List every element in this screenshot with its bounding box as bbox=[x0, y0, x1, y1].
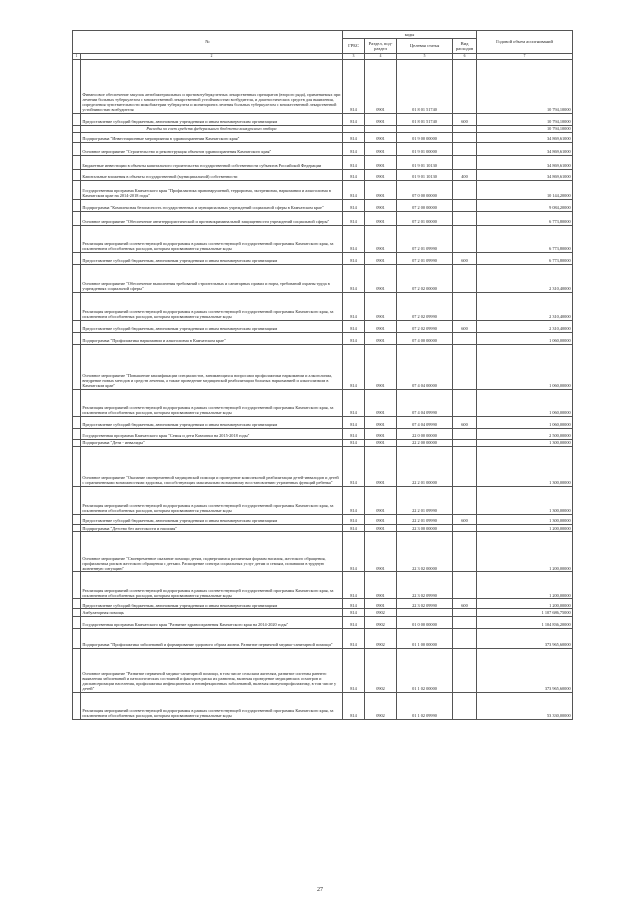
row-amount: 9 084,20000 bbox=[477, 199, 573, 211]
row-grbs: 814 bbox=[343, 648, 365, 692]
row-amount: 2 310,40000 bbox=[477, 292, 573, 320]
row-grbs: 814 bbox=[343, 332, 365, 344]
table-row bbox=[73, 616, 573, 628]
row-amount: 1 200,00000 bbox=[477, 525, 573, 532]
table-row bbox=[73, 264, 573, 292]
row-target-article: 01 9 01 10130 bbox=[397, 155, 453, 169]
header-volume: Годовой объем ассигнований bbox=[477, 31, 573, 54]
row-index-cell bbox=[73, 252, 81, 264]
row-grbs: 814 bbox=[343, 142, 365, 155]
row-target-article: 01 9 00 00000 bbox=[397, 132, 453, 142]
row-amount: 373 965,60000 bbox=[477, 628, 573, 648]
row-expense-type bbox=[453, 525, 477, 532]
row-expense-type bbox=[453, 428, 477, 439]
table-row bbox=[73, 599, 573, 609]
row-grbs: 814 bbox=[343, 616, 365, 628]
row-razdel: 0901 bbox=[365, 169, 397, 180]
row-grbs: 814 bbox=[343, 389, 365, 416]
row-grbs: 814 bbox=[343, 199, 365, 211]
row-amount: 34 869,61000 bbox=[477, 155, 573, 169]
row-razdel bbox=[365, 125, 397, 132]
row-target-article: 07 4 04 00000 bbox=[397, 344, 453, 389]
row-index-cell bbox=[73, 344, 81, 389]
row-description: Основное мероприятие "Обеспечение антитеррористической и противокриминальной защищенности учреждений социальной сферы" bbox=[81, 211, 343, 225]
row-index-cell bbox=[73, 292, 81, 320]
row-grbs: 814 bbox=[343, 609, 365, 616]
column-number-2: 2 bbox=[81, 54, 343, 60]
row-index-cell bbox=[73, 572, 81, 599]
table-row bbox=[73, 113, 573, 125]
row-target-article: 07 2 01 09990 bbox=[397, 225, 453, 252]
row-amount: 1 300,00000 bbox=[477, 515, 573, 525]
table-row bbox=[73, 532, 573, 572]
row-description: Подпрограмма "Детство без жестокости и насилия" bbox=[81, 525, 343, 532]
row-description: Бюджетные инвестиции в объекты капитального строительства государственной собственности субъектов Российской Федерации bbox=[81, 155, 343, 169]
row-target-article: 07 2 02 00000 bbox=[397, 264, 453, 292]
table-row bbox=[73, 487, 573, 515]
row-index-cell bbox=[73, 180, 81, 199]
row-grbs bbox=[343, 125, 365, 132]
row-target-article: 07 2 00 00000 bbox=[397, 199, 453, 211]
row-description: Предоставление субсидий бюджетным, автономным учреждениям и иным некоммерческим организациям bbox=[81, 515, 343, 525]
row-amount: 1 300,00000 bbox=[477, 447, 573, 487]
row-razdel: 0901 bbox=[365, 332, 397, 344]
row-description: Основное мероприятие "Повышение квалификации специалистов, занимающихся вопросами профилактики наркомании и алкоголизма, внедрение новых методов и средств лечения, а также проведение медицинской реабилитации больных наркоманией и алкоголизмом в Камчатском крае" bbox=[81, 344, 343, 389]
row-index-cell bbox=[73, 142, 81, 155]
row-expense-type: 600 bbox=[453, 320, 477, 332]
table-row bbox=[73, 142, 573, 155]
row-index-cell bbox=[73, 692, 81, 719]
header-grbs: ГРБС bbox=[343, 39, 365, 54]
row-target-article: 01 8 01 51740 bbox=[397, 113, 453, 125]
row-razdel: 0901 bbox=[365, 132, 397, 142]
row-amount: 53 330,00000 bbox=[477, 692, 573, 719]
row-amount: 1 300,00000 bbox=[477, 487, 573, 515]
row-target-article: 22 3 02 00000 bbox=[397, 532, 453, 572]
table-row bbox=[73, 169, 573, 180]
row-index-cell bbox=[73, 169, 81, 180]
row-expense-type: 600 bbox=[453, 515, 477, 525]
row-expense-type bbox=[453, 692, 477, 719]
row-grbs: 814 bbox=[343, 113, 365, 125]
row-target-article: 01 1 00 00000 bbox=[397, 628, 453, 648]
row-description: Реализация мероприятий соответствующей подпрограммы в рамках соответствующей государственной программы Камчатского края, за исключением обособленных расходов, которым присваиваются уникальные коды bbox=[81, 572, 343, 599]
table-row bbox=[73, 252, 573, 264]
table-row bbox=[73, 199, 573, 211]
row-grbs: 814 bbox=[343, 439, 365, 446]
row-description: Государственная программа Камчатского края "Развитие здравоохранения Камчатского края на 2014-2020 годы" bbox=[81, 616, 343, 628]
row-index-cell bbox=[73, 428, 81, 439]
row-description: Основное мероприятие "Своевременное оказание помощи детям, подвергшимся различным формам насилия, жестокого обращения, профилактика рисков жестокого обращения с детьми. Расширение спектра социальных услуг детям и семьям, попавшим в трудную жизненную ситуацию" bbox=[81, 532, 343, 572]
row-target-article: 01 1 02 09990 bbox=[397, 692, 453, 719]
row-grbs: 814 bbox=[343, 628, 365, 648]
table-row bbox=[73, 389, 573, 416]
row-razdel: 0901 bbox=[365, 211, 397, 225]
table-body bbox=[73, 59, 573, 719]
row-amount: 373 965,60000 bbox=[477, 648, 573, 692]
row-amount: 10 144,20000 bbox=[477, 180, 573, 199]
row-razdel: 0901 bbox=[365, 252, 397, 264]
table-row bbox=[73, 692, 573, 719]
row-target-article: 22 3 02 09990 bbox=[397, 572, 453, 599]
row-description: Капитальные вложения в объекты государственной (муниципальной) собственности bbox=[81, 169, 343, 180]
row-amount: 1 200,00000 bbox=[477, 532, 573, 572]
row-target-article: 07 4 04 09990 bbox=[397, 416, 453, 428]
row-razdel: 0901 bbox=[365, 344, 397, 389]
row-grbs: 814 bbox=[343, 487, 365, 515]
row-expense-type: 600 bbox=[453, 113, 477, 125]
row-description: Подпрограмма "Дети - инвалиды" bbox=[81, 439, 343, 446]
row-expense-type bbox=[453, 225, 477, 252]
table-row bbox=[73, 572, 573, 599]
row-target-article: 01 9 01 00000 bbox=[397, 142, 453, 155]
row-razdel: 0901 bbox=[365, 389, 397, 416]
row-index-cell bbox=[73, 416, 81, 428]
row-index-cell bbox=[73, 616, 81, 628]
row-razdel: 0901 bbox=[365, 416, 397, 428]
row-razdel: 0901 bbox=[365, 515, 397, 525]
row-grbs: 814 bbox=[343, 292, 365, 320]
row-grbs: 814 bbox=[343, 532, 365, 572]
row-razdel: 0902 bbox=[365, 648, 397, 692]
row-index-cell bbox=[73, 199, 81, 211]
row-grbs: 814 bbox=[343, 264, 365, 292]
row-amount: 1 104 836,20000 bbox=[477, 616, 573, 628]
row-description: Предоставление субсидий бюджетным, автономным учреждениям и иным некоммерческим организациям bbox=[81, 416, 343, 428]
header-csr: Целевая статья bbox=[397, 39, 453, 54]
row-amount: 34 869,61000 bbox=[477, 132, 573, 142]
row-razdel: 0901 bbox=[365, 525, 397, 532]
row-expense-type: 600 bbox=[453, 416, 477, 428]
row-grbs: 814 bbox=[343, 225, 365, 252]
row-amount: 34 869,61000 bbox=[477, 169, 573, 180]
row-expense-type bbox=[453, 264, 477, 292]
table-row bbox=[73, 447, 573, 487]
row-amount: 2 310,40000 bbox=[477, 320, 573, 332]
table-row bbox=[73, 525, 573, 532]
row-index-cell bbox=[73, 532, 81, 572]
row-target-article: 22 3 02 09990 bbox=[397, 599, 453, 609]
row-index-cell bbox=[73, 609, 81, 616]
row-amount: 6 773,80000 bbox=[477, 252, 573, 264]
table-row bbox=[73, 320, 573, 332]
row-expense-type bbox=[453, 344, 477, 389]
row-expense-type bbox=[453, 572, 477, 599]
row-target-article: 22 3 00 00000 bbox=[397, 525, 453, 532]
row-razdel: 0901 bbox=[365, 264, 397, 292]
row-razdel: 0901 bbox=[365, 113, 397, 125]
row-expense-type bbox=[453, 59, 477, 113]
row-expense-type bbox=[453, 447, 477, 487]
row-expense-type bbox=[453, 389, 477, 416]
row-razdel: 0901 bbox=[365, 199, 397, 211]
row-target-article: 07 4 00 00000 bbox=[397, 332, 453, 344]
row-expense-type bbox=[453, 332, 477, 344]
column-number-5: 5 bbox=[397, 54, 453, 60]
table-row bbox=[73, 648, 573, 692]
row-target-article: 07 0 00 00000 bbox=[397, 180, 453, 199]
row-grbs: 814 bbox=[343, 180, 365, 199]
row-grbs: 814 bbox=[343, 515, 365, 525]
table-row bbox=[73, 180, 573, 199]
table-row bbox=[73, 155, 573, 169]
row-grbs: 814 bbox=[343, 169, 365, 180]
row-expense-type bbox=[453, 532, 477, 572]
row-index-cell bbox=[73, 125, 81, 132]
row-target-article: 01 0 00 00000 bbox=[397, 616, 453, 628]
row-expense-type: 400 bbox=[453, 169, 477, 180]
row-razdel: 0901 bbox=[365, 180, 397, 199]
row-target-article: 01 1 02 00000 bbox=[397, 648, 453, 692]
row-razdel: 0901 bbox=[365, 439, 397, 446]
row-description: Предоставление субсидий бюджетным, автономным учреждениям и иным некоммерческим организациям bbox=[81, 320, 343, 332]
row-razdel: 0901 bbox=[365, 59, 397, 113]
row-index-cell bbox=[73, 225, 81, 252]
row-amount: 6 773,80000 bbox=[477, 225, 573, 252]
row-index-cell bbox=[73, 525, 81, 532]
row-razdel: 0901 bbox=[365, 292, 397, 320]
row-expense-type bbox=[453, 439, 477, 446]
table-row bbox=[73, 292, 573, 320]
table-row bbox=[73, 344, 573, 389]
row-razdel: 0902 bbox=[365, 628, 397, 648]
row-description: Подпрограмма "Комплексная безопасность государственных и муниципальных учреждений социальной сферы в Камчатском крае" bbox=[81, 199, 343, 211]
row-description: Подпрограмма "Инвестиционные мероприятия в здравоохранении Камчатского края" bbox=[81, 132, 343, 142]
row-amount: 2 500,00000 bbox=[477, 428, 573, 439]
row-expense-type: 600 bbox=[453, 599, 477, 609]
row-description: Расходы за счет средств федерального бюджета конкурсного отбора bbox=[81, 125, 343, 132]
row-index-cell bbox=[73, 487, 81, 515]
row-index-cell bbox=[73, 264, 81, 292]
row-target-article: 07 2 01 09990 bbox=[397, 252, 453, 264]
row-target-article: 07 2 02 09990 bbox=[397, 320, 453, 332]
table-row bbox=[73, 125, 573, 132]
row-grbs: 814 bbox=[343, 692, 365, 719]
row-grbs: 814 bbox=[343, 416, 365, 428]
budget-table bbox=[72, 30, 573, 720]
row-target-article: 07 2 02 09990 bbox=[397, 292, 453, 320]
row-razdel: 0902 bbox=[365, 616, 397, 628]
table-row bbox=[73, 515, 573, 525]
row-description: Предоставление субсидий бюджетным, автономным учреждениям и иным некоммерческим организациям bbox=[81, 113, 343, 125]
row-amount: 1 060,00000 bbox=[477, 332, 573, 344]
row-description: Реализация мероприятий соответствующей подпрограммы в рамках соответствующей государственной программы Камчатского края, за исключением обособленных расходов, которым присваиваются уникальные коды bbox=[81, 487, 343, 515]
row-target-article: 07 2 01 00000 bbox=[397, 211, 453, 225]
row-amount: 1 060,00000 bbox=[477, 344, 573, 389]
row-razdel: 0901 bbox=[365, 320, 397, 332]
row-grbs: 814 bbox=[343, 211, 365, 225]
row-expense-type bbox=[453, 487, 477, 515]
header-razdel: Раздел, под-раздел bbox=[365, 39, 397, 54]
row-index-cell bbox=[73, 447, 81, 487]
column-number-1: 1 bbox=[73, 54, 81, 60]
table-row bbox=[73, 609, 573, 616]
row-description: Предоставление субсидий бюджетным, автономным учреждениям и иным некоммерческим организациям bbox=[81, 599, 343, 609]
row-razdel: 0901 bbox=[365, 428, 397, 439]
row-grbs: 814 bbox=[343, 59, 365, 113]
row-description: Реализация мероприятий соответствующей подпрограммы в рамках соответствующей государственной программы Камчатского края, за исключением обособленных расходов, которым присваиваются уникальные коды bbox=[81, 692, 343, 719]
row-expense-type bbox=[453, 155, 477, 169]
row-expense-type bbox=[453, 609, 477, 616]
row-index-cell bbox=[73, 59, 81, 113]
row-amount: 1 060,00000 bbox=[477, 416, 573, 428]
row-description: Реализация мероприятий соответствующей подпрограммы в рамках соответствующей государственной программы Камчатского края, за исключением обособленных расходов, которым присваиваются уникальные коды bbox=[81, 389, 343, 416]
row-razdel: 0901 bbox=[365, 155, 397, 169]
row-index-cell bbox=[73, 132, 81, 142]
row-target-article bbox=[397, 609, 453, 616]
row-expense-type bbox=[453, 292, 477, 320]
row-razdel: 0901 bbox=[365, 599, 397, 609]
row-index-cell bbox=[73, 648, 81, 692]
row-amount: 10 794,10000 bbox=[477, 125, 573, 132]
row-amount: 6 773,80000 bbox=[477, 211, 573, 225]
row-amount: 2 310,40000 bbox=[477, 264, 573, 292]
table-row bbox=[73, 211, 573, 225]
row-index-cell bbox=[73, 113, 81, 125]
row-target-article: 01 8 01 51740 bbox=[397, 59, 453, 113]
row-grbs: 814 bbox=[343, 132, 365, 142]
row-description: Финансовое обеспечение закупок антибактериальных и противотуберкулезных лекарственных препаратов (второго ряда), применяемых при лечении больных туберкулезом с множественной лекарственной устойчивостью возбудителя, и диагностических средств для выявления, определения чувствительности микобактерии туберкулеза и мониторинга лечения больных туберкулезом с множественной лекарственной устойчивостью возбудителя bbox=[81, 59, 343, 113]
table-row bbox=[73, 439, 573, 446]
row-grbs: 814 bbox=[343, 525, 365, 532]
row-description: Государственная программа Камчатского края "Профилактика правонарушений, терроризма, экстремизма, наркомании и алкоголизма в Камчатском крае на 2014-2018 годы" bbox=[81, 180, 343, 199]
table-row bbox=[73, 332, 573, 344]
row-amount: 1 200,00000 bbox=[477, 572, 573, 599]
row-index-cell bbox=[73, 332, 81, 344]
table-row bbox=[73, 59, 573, 113]
table-row bbox=[73, 225, 573, 252]
row-razdel: 0901 bbox=[365, 447, 397, 487]
row-razdel: 0901 bbox=[365, 225, 397, 252]
row-index-cell bbox=[73, 389, 81, 416]
row-amount: 1 200,00000 bbox=[477, 599, 573, 609]
row-description: Основное мероприятие "Оказание своевременной медицинской помощи и проведение комплексной реабилитации детей-инвалидов и детей с ограниченными возможностями здоровья, способствующих максимально возможному восстановлению утраченных функций ребенка" bbox=[81, 447, 343, 487]
row-index-cell bbox=[73, 320, 81, 332]
row-index-cell bbox=[73, 211, 81, 225]
row-description: Основное мероприятие "Обеспечение выполнения требований строительных и санитарных правил и норм, требований охраны труда в учреждениях социальной сферы" bbox=[81, 264, 343, 292]
row-grbs: 814 bbox=[343, 599, 365, 609]
row-description: Амбулаторная помощь bbox=[81, 609, 343, 616]
row-amount: 10 794,10000 bbox=[477, 59, 573, 113]
row-target-article: 22 2 01 09990 bbox=[397, 487, 453, 515]
row-index-cell bbox=[73, 628, 81, 648]
row-target-article: 22 2 00 00000 bbox=[397, 439, 453, 446]
row-amount: 34 869,61000 bbox=[477, 142, 573, 155]
row-target-article bbox=[397, 125, 453, 132]
row-razdel: 0902 bbox=[365, 692, 397, 719]
row-expense-type bbox=[453, 180, 477, 199]
table-row bbox=[73, 628, 573, 648]
row-grbs: 814 bbox=[343, 447, 365, 487]
header-number: № bbox=[73, 31, 343, 54]
row-expense-type bbox=[453, 125, 477, 132]
row-grbs: 814 bbox=[343, 428, 365, 439]
row-target-article: 22 2 01 00000 bbox=[397, 447, 453, 487]
row-expense-type bbox=[453, 142, 477, 155]
row-expense-type: 600 bbox=[453, 252, 477, 264]
header-vr: Вид расходов bbox=[453, 39, 477, 54]
row-expense-type bbox=[453, 211, 477, 225]
row-expense-type bbox=[453, 199, 477, 211]
row-grbs: 814 bbox=[343, 320, 365, 332]
row-razdel: 0902 bbox=[365, 609, 397, 616]
row-index-cell bbox=[73, 439, 81, 446]
row-amount: 1 060,00000 bbox=[477, 389, 573, 416]
page-number: 27 bbox=[317, 887, 323, 893]
column-number-4: 4 bbox=[365, 54, 397, 60]
row-expense-type bbox=[453, 616, 477, 628]
column-number-6: 6 bbox=[453, 54, 477, 60]
row-expense-type bbox=[453, 628, 477, 648]
row-grbs: 814 bbox=[343, 155, 365, 169]
table-row bbox=[73, 428, 573, 439]
row-razdel: 0901 bbox=[365, 487, 397, 515]
row-target-article: 01 9 01 10130 bbox=[397, 169, 453, 180]
row-index-cell bbox=[73, 599, 81, 609]
row-amount: 1 107 686,75000 bbox=[477, 609, 573, 616]
row-razdel: 0901 bbox=[365, 572, 397, 599]
row-target-article: 07 4 04 09990 bbox=[397, 389, 453, 416]
column-number-3: 3 bbox=[343, 54, 365, 60]
header-codes: коды bbox=[343, 31, 477, 39]
row-razdel: 0901 bbox=[365, 142, 397, 155]
row-index-cell bbox=[73, 515, 81, 525]
row-expense-type bbox=[453, 132, 477, 142]
row-amount: 1 300,00000 bbox=[477, 439, 573, 446]
table-row bbox=[73, 132, 573, 142]
table-row bbox=[73, 416, 573, 428]
row-razdel: 0901 bbox=[365, 532, 397, 572]
row-description: Реализация мероприятий соответствующей подпрограммы в рамках соответствующей государственной программы Камчатского края, за исключением обособленных расходов, которым присваиваются уникальные коды bbox=[81, 292, 343, 320]
row-expense-type bbox=[453, 648, 477, 692]
row-amount: 10 794,10000 bbox=[477, 113, 573, 125]
column-number-7: 7 bbox=[477, 54, 573, 60]
row-description: Подпрограмма "Профилактика заболеваний и формирование здорового образа жизни. Развитие первичной медико-санитарной помощи" bbox=[81, 628, 343, 648]
row-description: Подпрограмма "Профилактика наркомании и алкоголизма в Камчатском крае" bbox=[81, 332, 343, 344]
row-target-article: 22 2 01 09990 bbox=[397, 515, 453, 525]
budget-table-page bbox=[72, 30, 572, 720]
row-description: Государственная программа Камчатского края "Семья и дети Камчатки на 2015-2018 годы" bbox=[81, 428, 343, 439]
row-description: Предоставление субсидий бюджетным, автономным учреждениям и иным некоммерческим организациям bbox=[81, 252, 343, 264]
row-description: Основное мероприятие "Развитие первичной медико-санитарной помощи, в том числе сельским жителям, развитие системы раннего выявления заболеваний и патологических состояний и факторов риска их развития, включая проведение медицинских осмотров и диспансеризации населения, профилактика инфекционных и неинфекционных заболеваний, включая иммунопрофилактику, в том числе у детей" bbox=[81, 648, 343, 692]
row-index-cell bbox=[73, 155, 81, 169]
row-target-article: 22 0 00 00000 bbox=[397, 428, 453, 439]
row-description: Основное мероприятие "Строительство и реконструкция объектов здравоохранения Камчатского края" bbox=[81, 142, 343, 155]
row-grbs: 814 bbox=[343, 344, 365, 389]
row-description: Реализация мероприятий соответствующей подпрограммы в рамках соответствующей государственной программы Камчатского края, за исключением обособленных расходов, которым присваиваются уникальные коды bbox=[81, 225, 343, 252]
row-grbs: 814 bbox=[343, 572, 365, 599]
row-grbs: 814 bbox=[343, 252, 365, 264]
